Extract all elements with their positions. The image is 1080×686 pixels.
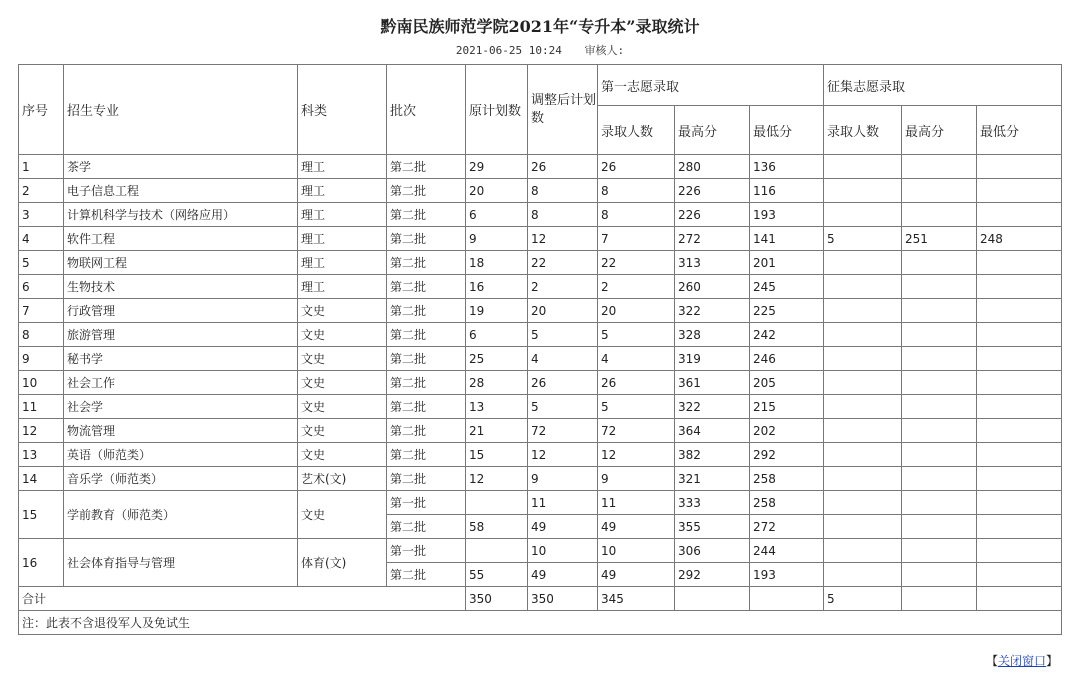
row-collect-max [902, 515, 977, 539]
row-first-min: 202 [750, 419, 824, 443]
row-collect-max [902, 467, 977, 491]
row-first-max: 361 [675, 371, 750, 395]
row-collect-max [902, 299, 977, 323]
row-collect-admitted: 5 [824, 227, 902, 251]
row-first-admitted: 5 [598, 395, 675, 419]
row-major: 物流管理 [64, 419, 298, 443]
header-batch: 批次 [387, 65, 466, 155]
row-first-max: 313 [675, 251, 750, 275]
header-collect-admitted: 录取人数 [824, 106, 902, 155]
row-first-min: 205 [750, 371, 824, 395]
row-major: 社会工作 [64, 371, 298, 395]
table-note: 注：此表不含退役军人及免试生 [19, 611, 1062, 635]
row-collect-min [977, 467, 1062, 491]
header-collect-max: 最高分 [902, 106, 977, 155]
row-collect-max [902, 275, 977, 299]
row-first-max: 328 [675, 323, 750, 347]
row-no: 8 [19, 323, 64, 347]
row-batch: 第二批 [387, 467, 466, 491]
row-category: 理工 [298, 179, 387, 203]
row-adjusted: 8 [528, 179, 598, 203]
row-batch: 第二批 [387, 563, 466, 587]
row-adjusted: 9 [528, 467, 598, 491]
row-collect-min [977, 251, 1062, 275]
row-batch: 第二批 [387, 323, 466, 347]
row-collect-min [977, 563, 1062, 587]
row-major: 软件工程 [64, 227, 298, 251]
admission-table [18, 64, 1062, 635]
row-category: 理工 [298, 227, 387, 251]
row-no: 9 [19, 347, 64, 371]
row-first-max: 306 [675, 539, 750, 563]
row-collect-admitted [824, 491, 902, 515]
header-seq: 序号 [19, 65, 64, 155]
row-first-max: 364 [675, 419, 750, 443]
row-first-min: 258 [750, 491, 824, 515]
row-category: 文史 [298, 491, 387, 539]
row-collect-admitted [824, 419, 902, 443]
row-first-admitted: 8 [598, 203, 675, 227]
reviewer-label: 审核人: [584, 44, 625, 57]
row-category: 理工 [298, 155, 387, 179]
row-first-max: 355 [675, 515, 750, 539]
table-row [19, 443, 1062, 467]
table-row [19, 395, 1062, 419]
row-major: 电子信息工程 [64, 179, 298, 203]
row-collect-admitted [824, 347, 902, 371]
table-row [19, 179, 1062, 203]
row-first-admitted: 22 [598, 251, 675, 275]
table-row [19, 227, 1062, 251]
row-adjusted: 12 [528, 443, 598, 467]
row-first-admitted: 11 [598, 491, 675, 515]
row-batch: 第一批 [387, 491, 466, 515]
row-major: 社会体育指导与管理 [64, 539, 298, 587]
row-collect-min [977, 515, 1062, 539]
row-collect-admitted [824, 203, 902, 227]
row-first-max: 260 [675, 275, 750, 299]
row-first-max: 333 [675, 491, 750, 515]
total-planned: 350 [466, 587, 528, 611]
header-collect-min: 最低分 [977, 106, 1062, 155]
row-first-max: 292 [675, 563, 750, 587]
table-row [19, 323, 1062, 347]
row-major: 秘书学 [64, 347, 298, 371]
row-major: 英语（师范类） [64, 443, 298, 467]
row-category: 理工 [298, 203, 387, 227]
row-adjusted: 12 [528, 227, 598, 251]
row-collect-admitted [824, 275, 902, 299]
row-planned: 19 [466, 299, 528, 323]
table-row [19, 251, 1062, 275]
row-collect-admitted [824, 179, 902, 203]
row-collect-admitted [824, 563, 902, 587]
row-category: 文史 [298, 443, 387, 467]
row-collect-min [977, 323, 1062, 347]
header-first-min: 最低分 [750, 106, 824, 155]
row-no: 6 [19, 275, 64, 299]
row-first-admitted: 26 [598, 371, 675, 395]
row-collect-max [902, 539, 977, 563]
header-major: 招生专业 [64, 65, 298, 155]
row-major: 生物技术 [64, 275, 298, 299]
row-first-admitted: 5 [598, 323, 675, 347]
row-collect-min [977, 347, 1062, 371]
row-collect-admitted [824, 299, 902, 323]
page-title: 黔南民族师范学院2021年“专升本”录取统计 [380, 17, 700, 36]
table-row [19, 467, 1062, 491]
row-collect-min [977, 443, 1062, 467]
row-planned: 29 [466, 155, 528, 179]
row-collect-min [977, 395, 1062, 419]
row-collect-min: 248 [977, 227, 1062, 251]
row-major: 社会学 [64, 395, 298, 419]
row-adjusted: 2 [528, 275, 598, 299]
close-bracket-end: 】 [1045, 654, 1058, 668]
row-adjusted: 8 [528, 203, 598, 227]
row-no: 14 [19, 467, 64, 491]
row-planned: 21 [466, 419, 528, 443]
row-adjusted: 72 [528, 419, 598, 443]
row-major: 计算机科学与技术（网络应用） [64, 203, 298, 227]
row-no: 15 [19, 491, 64, 539]
row-planned: 28 [466, 371, 528, 395]
row-no: 12 [19, 419, 64, 443]
row-first-max: 280 [675, 155, 750, 179]
row-batch: 第二批 [387, 275, 466, 299]
close-window-link[interactable]: 关闭窗口 [997, 654, 1046, 668]
row-collect-min [977, 203, 1062, 227]
row-collect-admitted [824, 515, 902, 539]
row-collect-min [977, 155, 1062, 179]
row-category: 艺术(文) [298, 467, 387, 491]
row-first-min: 116 [750, 179, 824, 203]
row-collect-min [977, 539, 1062, 563]
row-first-min: 292 [750, 443, 824, 467]
row-batch: 第二批 [387, 515, 466, 539]
row-category: 体育(文) [298, 539, 387, 587]
row-adjusted: 26 [528, 371, 598, 395]
row-adjusted: 22 [528, 251, 598, 275]
row-collect-max [902, 323, 977, 347]
row-batch: 第二批 [387, 251, 466, 275]
row-first-min: 136 [750, 155, 824, 179]
row-first-min: 272 [750, 515, 824, 539]
row-category: 文史 [298, 299, 387, 323]
row-first-min: 193 [750, 563, 824, 587]
row-category: 文史 [298, 371, 387, 395]
header-first-max: 最高分 [675, 106, 750, 155]
row-batch: 第二批 [387, 299, 466, 323]
row-batch: 第二批 [387, 347, 466, 371]
header-row-1 [19, 65, 1062, 106]
total-collect-max [902, 587, 977, 611]
total-row [19, 587, 1062, 611]
row-planned: 6 [466, 323, 528, 347]
total-first-min [750, 587, 824, 611]
row-collect-max [902, 347, 977, 371]
row-collect-max [902, 491, 977, 515]
row-collect-admitted [824, 443, 902, 467]
row-planned: 15 [466, 443, 528, 467]
row-no: 7 [19, 299, 64, 323]
row-batch: 第二批 [387, 443, 466, 467]
row-adjusted: 11 [528, 491, 598, 515]
row-major: 行政管理 [64, 299, 298, 323]
row-planned [466, 491, 528, 515]
table-row [19, 539, 1062, 563]
row-no: 2 [19, 179, 64, 203]
row-first-min: 141 [750, 227, 824, 251]
row-first-max: 319 [675, 347, 750, 371]
row-first-admitted: 20 [598, 299, 675, 323]
row-first-max: 322 [675, 299, 750, 323]
row-no: 3 [19, 203, 64, 227]
row-adjusted: 26 [528, 155, 598, 179]
row-collect-admitted [824, 467, 902, 491]
row-adjusted: 4 [528, 347, 598, 371]
row-batch: 第二批 [387, 155, 466, 179]
row-no: 13 [19, 443, 64, 467]
row-first-max: 226 [675, 179, 750, 203]
row-first-min: 201 [750, 251, 824, 275]
note-row [19, 611, 1062, 635]
row-collect-admitted [824, 155, 902, 179]
row-first-admitted: 2 [598, 275, 675, 299]
row-batch: 第二批 [387, 203, 466, 227]
row-batch: 第二批 [387, 419, 466, 443]
row-planned: 13 [466, 395, 528, 419]
row-first-admitted: 26 [598, 155, 675, 179]
row-planned: 58 [466, 515, 528, 539]
row-first-max: 321 [675, 467, 750, 491]
row-first-min: 244 [750, 539, 824, 563]
row-first-min: 245 [750, 275, 824, 299]
row-first-admitted: 49 [598, 515, 675, 539]
row-category: 文史 [298, 419, 387, 443]
table-row [19, 347, 1062, 371]
row-collect-max [902, 203, 977, 227]
row-batch: 第一批 [387, 539, 466, 563]
row-planned: 20 [466, 179, 528, 203]
row-first-max: 226 [675, 203, 750, 227]
row-major: 音乐学（师范类） [64, 467, 298, 491]
row-collect-min [977, 371, 1062, 395]
row-first-admitted: 4 [598, 347, 675, 371]
table-row [19, 155, 1062, 179]
row-first-admitted: 49 [598, 563, 675, 587]
row-adjusted: 49 [528, 515, 598, 539]
row-planned: 16 [466, 275, 528, 299]
row-batch: 第二批 [387, 227, 466, 251]
row-category: 理工 [298, 251, 387, 275]
header-planned: 原计划数 [466, 65, 528, 155]
row-no: 16 [19, 539, 64, 587]
meta-line [0, 42, 1080, 58]
row-collect-max [902, 251, 977, 275]
row-collect-min [977, 491, 1062, 515]
row-first-admitted: 8 [598, 179, 675, 203]
row-batch: 第二批 [387, 395, 466, 419]
row-no: 4 [19, 227, 64, 251]
header-first-choice: 第一志愿录取 [598, 65, 824, 106]
row-adjusted: 5 [528, 395, 598, 419]
row-collect-min [977, 275, 1062, 299]
row-first-min: 246 [750, 347, 824, 371]
row-first-min: 258 [750, 467, 824, 491]
row-first-admitted: 9 [598, 467, 675, 491]
table-row [19, 491, 1062, 515]
row-collect-min [977, 179, 1062, 203]
row-category: 文史 [298, 323, 387, 347]
row-major: 旅游管理 [64, 323, 298, 347]
row-collect-admitted [824, 539, 902, 563]
row-adjusted: 20 [528, 299, 598, 323]
row-collect-admitted [824, 323, 902, 347]
total-collect-admitted: 5 [824, 587, 902, 611]
total-adjusted: 350 [528, 587, 598, 611]
row-adjusted: 5 [528, 323, 598, 347]
row-first-admitted: 12 [598, 443, 675, 467]
row-first-admitted: 72 [598, 419, 675, 443]
row-collect-max [902, 179, 977, 203]
row-adjusted: 49 [528, 563, 598, 587]
row-planned: 12 [466, 467, 528, 491]
row-category: 文史 [298, 347, 387, 371]
row-collect-max [902, 419, 977, 443]
row-planned: 6 [466, 203, 528, 227]
row-collect-max [902, 443, 977, 467]
datetime: 2021-06-25 10:24 [455, 44, 562, 57]
row-first-admitted: 10 [598, 539, 675, 563]
row-collect-max [902, 155, 977, 179]
row-first-min: 215 [750, 395, 824, 419]
row-collect-max [902, 395, 977, 419]
row-no: 11 [19, 395, 64, 419]
total-first-admitted: 345 [598, 587, 675, 611]
row-major: 学前教育（师范类） [64, 491, 298, 539]
row-collect-admitted [824, 395, 902, 419]
row-planned: 18 [466, 251, 528, 275]
header-collect: 征集志愿录取 [824, 65, 1062, 106]
row-collect-max: 251 [902, 227, 977, 251]
row-batch: 第二批 [387, 179, 466, 203]
table-row [19, 419, 1062, 443]
table-row [19, 299, 1062, 323]
row-no: 10 [19, 371, 64, 395]
row-planned [466, 539, 528, 563]
row-first-max: 272 [675, 227, 750, 251]
row-first-min: 225 [750, 299, 824, 323]
row-adjusted: 10 [528, 539, 598, 563]
total-collect-min [977, 587, 1062, 611]
header-category: 科类 [298, 65, 387, 155]
row-no: 5 [19, 251, 64, 275]
close-window [986, 652, 1058, 669]
row-planned: 9 [466, 227, 528, 251]
header-first-admitted: 录取人数 [598, 106, 675, 155]
row-collect-admitted [824, 371, 902, 395]
total-first-max [675, 587, 750, 611]
row-collect-max [902, 371, 977, 395]
row-collect-min [977, 299, 1062, 323]
row-collect-admitted [824, 251, 902, 275]
row-first-admitted: 7 [598, 227, 675, 251]
row-no: 1 [19, 155, 64, 179]
row-first-max: 382 [675, 443, 750, 467]
row-first-max: 322 [675, 395, 750, 419]
table-row [19, 275, 1062, 299]
row-collect-max [902, 563, 977, 587]
table-row [19, 371, 1062, 395]
header-adjusted: 调整后计划数 [528, 65, 598, 155]
row-category: 理工 [298, 275, 387, 299]
row-major: 物联网工程 [64, 251, 298, 275]
row-major: 茶学 [64, 155, 298, 179]
table-row [19, 203, 1062, 227]
row-batch: 第二批 [387, 371, 466, 395]
row-planned: 55 [466, 563, 528, 587]
row-category: 文史 [298, 395, 387, 419]
close-bracket-open: 【 [985, 654, 998, 668]
row-first-min: 193 [750, 203, 824, 227]
total-label: 合计 [19, 587, 466, 611]
row-collect-min [977, 419, 1062, 443]
row-first-min: 242 [750, 323, 824, 347]
row-planned: 25 [466, 347, 528, 371]
